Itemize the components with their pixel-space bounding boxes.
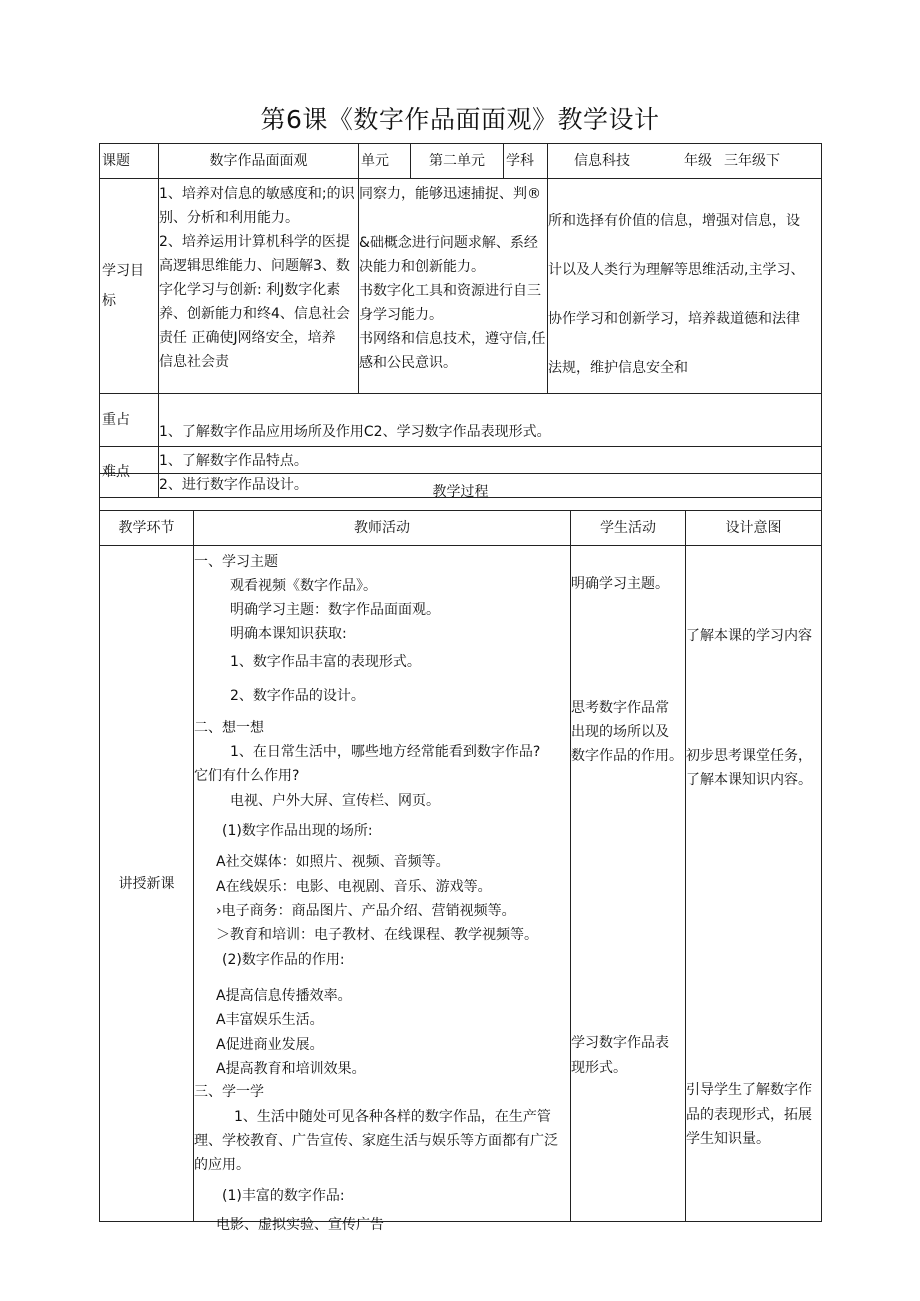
- process-heading: 教学过程: [100, 474, 822, 511]
- goals-col2: 同察力，能够迅速捕捉、判® &础概念进行问题求解、系经 决能力和创新能力。 书数字化工具和资源进行自三 身学习能力。 书网络和信息技术，遵守信,任 感和公民意识。: [359, 179, 548, 394]
- difficulty-text: 1、了解数字作品特点。 2、进行数字作品设计。: [159, 447, 822, 498]
- grade-label: 年级: [684, 153, 712, 169]
- unit-label: 单元: [359, 144, 411, 179]
- process-table: [99, 473, 822, 1233]
- goals-label: 学习目标: [100, 179, 159, 394]
- header-teacher: 教师活动: [194, 511, 571, 546]
- header-intent: 设计意图: [686, 511, 822, 546]
- design-intent-cell: 了解本课的学习内容 初步思考课堂任务， 了解本课知识内容。 引导学生了解数字作 品的表现形式，拓展 学生知识量。: [686, 546, 822, 1222]
- grade-value: 三年级下: [724, 153, 780, 169]
- subject-label: 学科: [504, 144, 548, 179]
- goals-col1: 1、培养对信息的敏感度和;的识 别、分析和利用能力。 2、培养运用计算机科学的医提 高逻辑思维能力、问题解3、数 字化学习与创新: 利J数字化素 养、创新能力和终4、信息社会 责任 正确使J网络安全，培养 信息社会责: [159, 179, 359, 394]
- goals-col3: 所和选择有价值的信息，增强对信息，设 计以及人类行为理解等思维活动,主学习、 协作学习和创新学习，培养裁道德和法律 法规，维护信息安全和: [548, 179, 822, 394]
- topic-value: 数字作品面面观: [159, 144, 359, 179]
- subject-value: 信息科技: [574, 153, 630, 169]
- info-table: [99, 143, 822, 498]
- difficulty-label: 难点: [100, 447, 159, 498]
- key-point-text: 1、了解数字作品应用场所及作用C2、学习数字作品表现形式。: [159, 394, 822, 447]
- key-point-label: 重占: [100, 394, 159, 447]
- header-student: 学生活动: [571, 511, 686, 546]
- header-stage: 教学环节: [100, 511, 194, 546]
- stage-cell: 讲授新课: [100, 546, 194, 1222]
- student-activity-cell: 明确学习主题。 思考数字作品常 出现的场所以及 数字作品的作用。 学习数字作品表 现形式。: [571, 546, 686, 1222]
- teacher-activity-cell: 一、学习主题 观看视频《数字作品》。 明确学习主题：数字作品面面观。 明确本课知识获取: 1、数字作品丰富的表现形式。 2、数字作品的设计。 二、想一想 1、在日常生活中，哪些地方经常能看到数字作品? 它们有什么作用? 电视、户外大屏、宣传栏、网页。 (1)数字作品出现的场所: A社交媒体：如照片、视频、音频等。 A在线娱乐：电影、电视剧、音乐、游戏等。 ›电子商务：商品图片、产品介绍、营销视频等。 ＞教育和培训：电子教材、在线课程、教学视频等。 (2)数字作品的作用: A提高信息传播效率。 A丰富娱乐生活。 A促进商业发展。 A提高教育和培训效果。 三、学一学 1、生活中随处可见各种各样的数字作品，在生产管 理、学校教育、广告宣传、家庭生活与娱乐等方面都有广泛 的应用。 (1)丰富的数字作品: 电影、虚拟实验、宣传广告: [194, 546, 571, 1222]
- page-title: 第6课《数字作品面面观》教学设计: [260, 105, 660, 134]
- topic-label: 课题: [100, 144, 159, 179]
- subject-grade-cell: [548, 144, 822, 179]
- unit-value: 第二单元: [411, 144, 504, 179]
